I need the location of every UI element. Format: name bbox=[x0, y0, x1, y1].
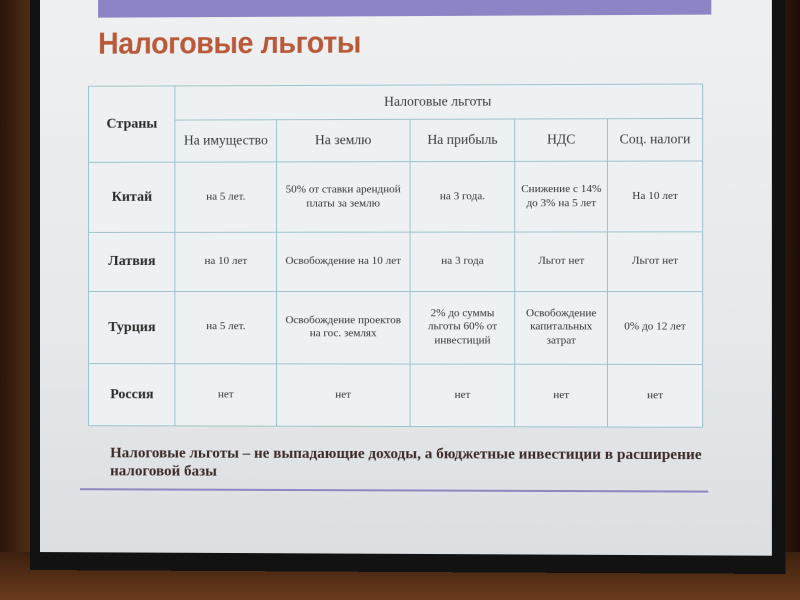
row-country: Латвия bbox=[89, 233, 176, 291]
table-cell: Снижение с 14% до 3% на 5 лет bbox=[515, 161, 607, 232]
row-country: Турция bbox=[89, 291, 176, 363]
table-cell: Льгот нет bbox=[515, 232, 607, 291]
table-cell: 50% от ставки арендной платы за землю bbox=[276, 162, 410, 233]
table-header-row bbox=[89, 84, 703, 120]
header-land: На землю bbox=[276, 119, 410, 162]
header-property: На имуществo bbox=[175, 120, 276, 163]
table-row bbox=[89, 161, 703, 233]
table-row bbox=[89, 232, 703, 291]
slide-footer-text: Налоговые льготы – не выпадающие доходы, а бюджетные инвестиции в расширение налоговой базы bbox=[110, 445, 702, 480]
slide-title: Налоговые льготы bbox=[98, 24, 361, 61]
header-vat: НДС bbox=[515, 119, 607, 162]
table-row bbox=[89, 291, 703, 364]
table-row bbox=[89, 363, 703, 427]
header-countries: Страны bbox=[89, 86, 176, 163]
table-cell: нет bbox=[515, 364, 607, 427]
header-group: Налоговые льготы bbox=[175, 84, 702, 120]
table-cell: 2% до суммы льготы 60% от инвестиций bbox=[410, 291, 515, 364]
table-cell: 0% до 12 лет bbox=[608, 291, 703, 364]
slide-accent-bar bbox=[98, 0, 711, 18]
projection-screen bbox=[30, 0, 785, 574]
table-cell: Освобождение капитальных затрат bbox=[515, 291, 607, 364]
presentation-slide bbox=[40, 0, 772, 556]
table-cell: На 10 лет bbox=[608, 161, 703, 232]
table-cell: Освобождение проектов на гос. землях bbox=[276, 291, 410, 364]
table-cell: на 3 года. bbox=[410, 162, 515, 233]
table-cell: нет bbox=[276, 364, 410, 427]
header-social-taxes: Соц. налоги bbox=[608, 119, 703, 162]
footer-divider bbox=[80, 488, 708, 492]
table-cell: Льгот нет bbox=[608, 232, 703, 291]
table-cell: на 10 лет bbox=[175, 233, 276, 291]
row-country: Россия bbox=[89, 363, 176, 426]
table-cell: нет bbox=[608, 364, 703, 427]
table-cell: на 3 года bbox=[410, 232, 515, 291]
table-cell: на 5 лет. bbox=[175, 162, 276, 233]
table-cell: на 5 лет. bbox=[175, 291, 276, 364]
table-cell: нет bbox=[175, 363, 276, 426]
row-country: Китай bbox=[89, 162, 176, 232]
header-profit: На прибыль bbox=[410, 119, 515, 162]
table-cell: Освобождение на 10 лет bbox=[276, 233, 410, 292]
table-subheader-row bbox=[89, 119, 703, 163]
tax-benefits-table bbox=[88, 83, 703, 427]
table-cell: нет bbox=[410, 364, 515, 427]
